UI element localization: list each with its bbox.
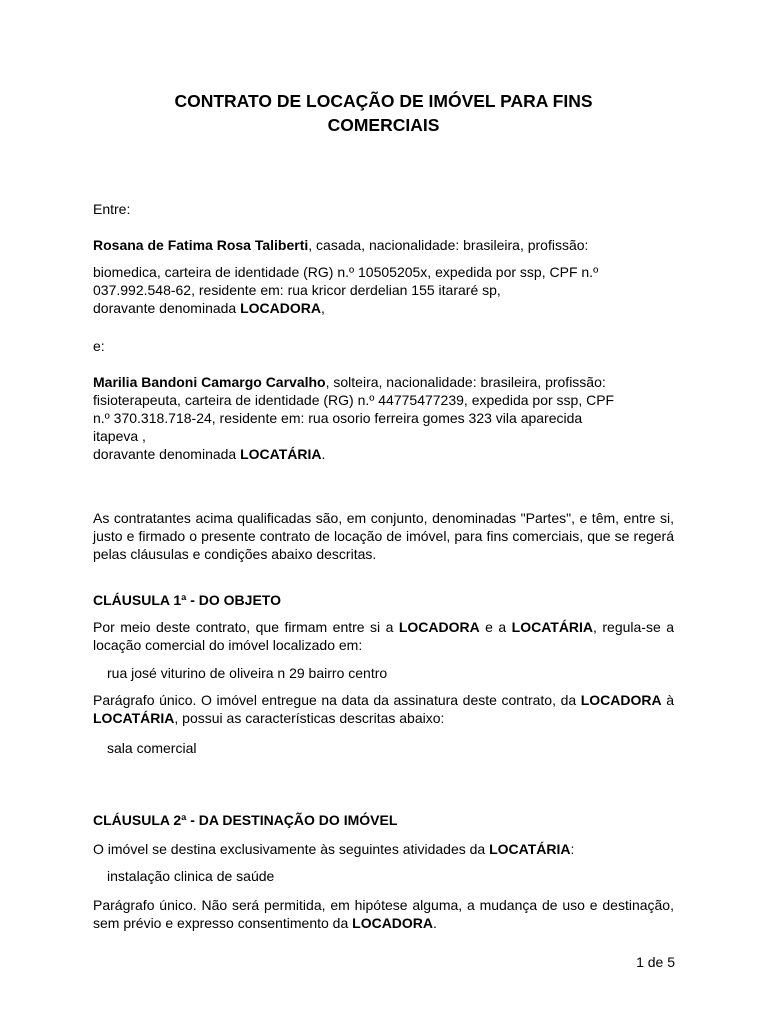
locataria-term: LOCATÁRIA (240, 446, 322, 462)
clausula-1-paragrafo-unico: Parágrafo único. O imóvel entregue na data da assinatura deste contrato, da LOCADORA à LOCATÁRIA, possui as características descritas abaixo: (93, 692, 674, 726)
title-line-1: CONTRATO DE LOCAÇÃO DE IMÓVEL PARA FINS (174, 91, 593, 111)
clausula-2-heading: CLÁUSULA 2ª - DA DESTINAÇÃO DO IMÓVEL (93, 812, 398, 828)
title-line-2: COMERCIAIS (327, 115, 440, 135)
clausula-2-paragrafo-unico: Parágrafo único. Não será permitida, em hipótese alguma, a mudança de uso e destinação, sem prévio e expresso consentimento da LOCADORA. (93, 897, 674, 931)
partes-paragraph: As contratantes acima qualificadas são, em conjunto, denominadas "Partes", e têm, entre si, justo e firmado o presente contrato de locação de imóvel, para fins comerciais, que se regerá pelas cláusulas e condições abaixo descritas. (93, 510, 674, 562)
document-title (93, 89, 674, 137)
clausula-2-activity: instalação clinica de saúde (107, 868, 275, 884)
locataria-qualification: Marilia Bandoni Camargo Carvalho, solteira, nacionalidade: brasileira, profissão: fisioterapeuta, carteira de identidade (RG) n.º 44775477239, expedida por ssp, CPF n.º 370.318.718-24, residente em: rua osorio ferreira gomes 323 vila aparecida itapeva , doravante denominada LOCATÁRIA. (93, 374, 615, 462)
locataria-name: Marilia Bandoni Camargo Carvalho (93, 374, 326, 390)
locadora-qualification: Rosana de Fatima Rosa Taliberti, casada, nacionalidade: brasileira, profissão: (93, 237, 589, 253)
locadora-details: biomedica, carteira de identidade (RG) n.º 10505205x, expedida por ssp, CPF n.º 037.992.548-62, residente em: rua kricor derdelian 155 itararé sp, doravante denominada LOCADORA, (93, 264, 599, 316)
locadora-term: LOCADORA (240, 300, 321, 316)
clausula-1-address: rua josé viturino de oliveira n 29 bairro centro (107, 665, 388, 681)
clausula-1-paragraph: Por meio deste contrato, que firmam entre si a LOCADORA e a LOCATÁRIA, regula-se a locação comercial do imóvel localizado em: (93, 619, 674, 653)
entre-label: Entre: (93, 201, 131, 217)
page-number: 1 de 5 (636, 954, 675, 970)
clausula-2-paragraph: O imóvel se destina exclusivamente às seguintes atividades da LOCATÁRIA: (93, 841, 575, 857)
e-label: e: (93, 338, 105, 354)
clausula-1-heading: CLÁUSULA 1ª - DO OBJETO (93, 592, 281, 608)
clausula-1-features: sala comercial (107, 740, 197, 756)
locadora-name: Rosana de Fatima Rosa Taliberti (93, 237, 309, 253)
